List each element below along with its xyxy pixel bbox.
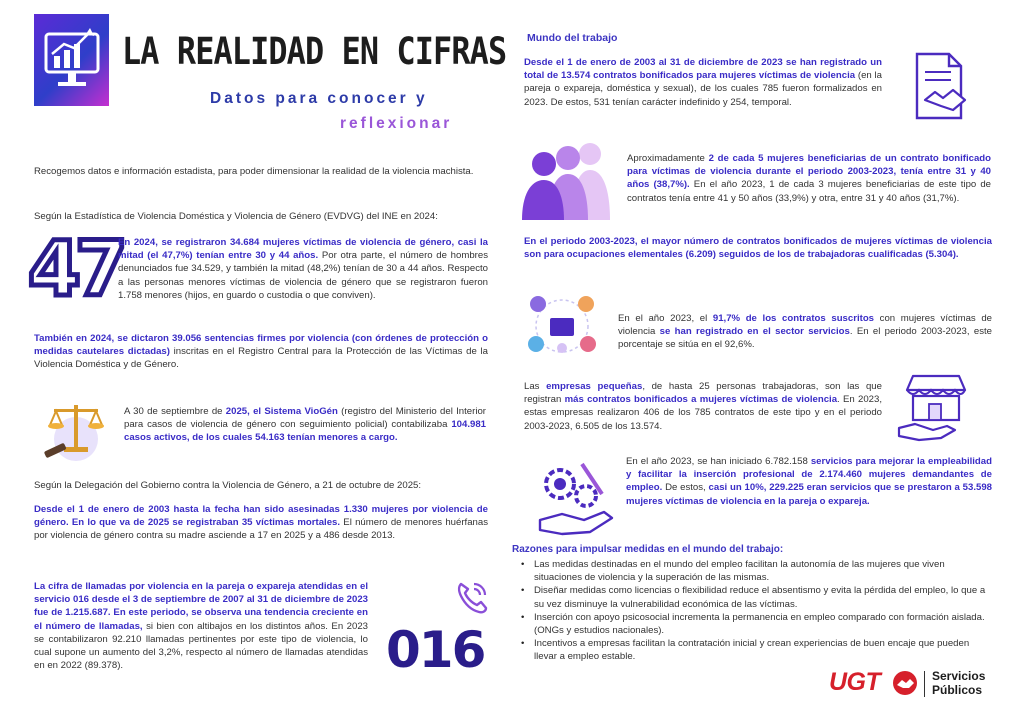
services-sector-mid: con mujeres víctimas de violencia [618, 313, 993, 338]
small-companies-rest: . En 2023, estas empresas realizaron 406 de los 785 contratos de este tipo y en el periodo 2003-2023, 6.505 de los 13.574. [524, 394, 882, 432]
list-item: • Inserción con apoyo psicosocial incrementa la permanencia en empleo comparado con formación aislada. (ONGs y estudios nacionales). [512, 611, 992, 637]
small-companies-pre: Las [524, 381, 547, 392]
phone-icon [455, 580, 489, 616]
block-small-companies [524, 380, 882, 433]
viogen-bold2: 104.981 casos activos, de los cuales 54.163 tenían menores a cargo. [124, 419, 486, 444]
services-sector-bold1: 91,7% de los contratos suscritos [712, 313, 875, 324]
block-bonus-contracts [524, 56, 882, 109]
brand-line1: Servicios [932, 669, 986, 683]
viogen-mid: (registro del Ministerio del Interior para casos de violencia de género con seguimiento policial) contabilizaba [124, 406, 486, 431]
chart-monitor-icon [34, 14, 109, 106]
block-calls-bold: La cifra de llamadas por violencia en la pareja o expareja atendidas en el servicio 016 desde el 3 de septiembre de 2007 al 31 de diciembre de 2023 fue de 1.215.687. En este periodo, se observa una tendencia creciente en el número de llamadas, [34, 581, 368, 632]
page-subtitle: Datos para conocer y [210, 90, 428, 107]
block-calls-016 [34, 580, 368, 672]
intro-text: Recogemos datos e información estadista, para poder dimensionar la realidad de la violencia machista. [34, 166, 474, 177]
contract-handshake-icon [905, 48, 975, 128]
shop-hand-icon [895, 368, 977, 444]
brand-divider [924, 671, 925, 697]
services-people-icon [522, 290, 602, 358]
services-sector-pre: En el año 2023, el [618, 313, 713, 324]
source-delegacion: Según la Delegación del Gobierno contra la Violencia de Género, a 21 de octubre de 2025: [34, 480, 422, 491]
list-item: • Incentivos a empresas facilitan la contratación inicial y crean experiencias de buen encaje que pueden llevar a empleo estable. [512, 637, 992, 663]
ugt-hands-icon [892, 670, 918, 696]
bonus-contracts-rest: (en la pareja o expareja, doméstica y sexual), de los cuales 785 fueron formalizados en 2023. De estos, 531 tenían carácter indefinido y 254, temporal. [524, 70, 882, 108]
age-ranges-pre: Aproximadamente [627, 153, 709, 164]
brand-servicios-publicos [932, 669, 985, 697]
employability-pre: En el año 2023, se han iniciado 6.782.158 [626, 456, 811, 467]
employability-bold2: casi un 10%, 229.225 eran servicios que se prestaron a 53.598 mujeres víctimas de violencia en la pareja o expareja. [626, 482, 992, 507]
block-victims-2024 [118, 236, 488, 302]
big-number-016: 016 [386, 621, 485, 679]
source-ine: Según la Estadística de Violencia Doméstica y Violencia de Género (EVDVG) del INE en 2024: [34, 211, 438, 222]
page-title: LA REALIDAD EN CIFRAS [122, 30, 507, 73]
viogen-pre: A 30 de septiembre de [124, 406, 226, 417]
services-sector-rest: . En el periodo 2003-2023, este porcentaje se sitúa en el 92,6%. [618, 326, 992, 351]
services-sector-bold2: se han registrado en el sector servicios [659, 326, 850, 338]
justice-scales-icon [40, 395, 112, 463]
age-ranges-bold: 2 de cada 5 mujeres beneficiarias de un contrato bonificado para víctimas de violencia durante el periodo 2003-2023, tenía entre 31 y 40 años (38,7%). [627, 153, 991, 191]
block-employability [626, 455, 992, 508]
employability-bold1: servicios para mejorar la empleabilidad y facilitar la inserción profesional de 2.174.460 mujeres demandantes de empleo. [626, 456, 992, 494]
block-age-ranges [627, 152, 991, 205]
ugt-logo-text: UGT [829, 668, 881, 696]
occupations-bold: En el periodo 2003-2023, el mayor número de contratos bonificados de mujeres víctimas de violencia son para ocupaciones elementales (6.209) seguidos de los de trabajadoras cualificadas (5.304). [524, 236, 992, 261]
gears-hand-icon [532, 456, 620, 538]
bonus-contracts-bold: Desde el 1 de enero de 2003 al 31 de diciembre de 2023 se han registrado un total de 13.574 contratos bonificados para mujeres víctimas de violencia [524, 57, 882, 82]
list-item: • Diseñar medidas como licencias o flexibilidad reduce el absentismo y evita la pérdida del empleo, lo que a su vez disminuye la vulnerabilidad económica de las víctimas. [512, 584, 992, 610]
page-subtitle-line2: reflexionar [340, 115, 453, 132]
block-calls-rest: si bien con altibajos en los distintos años. En 2023 se contabilizaron 92.210 llamadas pertinentes por este tipo de violencia, lo cual supone un aumento del 3,2%, respecto al número de llamadas atendidas en en 2022 (89.378). [34, 620, 368, 672]
section-title-work: Mundo del trabajo [527, 32, 618, 44]
small-companies-mid: , de hasta 25 personas trabajadoras, son las que registran [524, 381, 882, 406]
block-sentences [34, 332, 488, 372]
block-viogen [124, 405, 486, 445]
brand-line2: Públicos [932, 683, 983, 697]
reasons-title: Razones para impulsar medidas en el mundo del trabajo: [512, 544, 784, 555]
small-companies-bold1: empresas pequeñas [546, 381, 643, 392]
block-occupations [524, 235, 992, 261]
small-companies-bold2: más contratos bonificados a mujeres víctimas de violencia [564, 394, 838, 406]
employability-mid: De estos, [662, 482, 709, 494]
block-sentences-rest: inscritas en el Registro Central para la Protección de las Víctimas de la Violencia Doméstica y de Género. [34, 346, 488, 371]
women-silhouettes-icon [518, 140, 612, 220]
list-item: • Las medidas destinadas en el mundo del empleo facilitan la autonomía de las mujeres que viven situaciones de violencia y la superación de las mismas. [512, 558, 992, 584]
block-murders-bold: Desde el 1 de enero de 2003 hasta la fecha han sido asesinadas 1.330 mujeres por violencia de género. En lo que va de 2025 se registraban 35 víctimas mortales. [34, 504, 488, 529]
age-ranges-rest: En el año 2023, 1 de cada 3 mujeres beneficiarias de este tipo de contratos tenía entre 41 y 50 años (33,9%) y otra, entre 31 y 40 años (31,7%). [627, 179, 991, 204]
block-murders [34, 503, 488, 543]
reasons-list [512, 558, 992, 664]
block-victims-bold: En 2024, se registraron 34.684 mujeres víctimas de violencia de género, casi la mitad (el 47,7%) tenían entre 30 y 44 años. [118, 237, 488, 262]
block-services-sector [618, 312, 992, 352]
block-victims-rest: Por otra parte, el número de hombres denunciados fue 34.529, y también la mitad (48,2%) tenían de 30 a 44 años. Respecto a las personas menores víctimas de violencia de género que se registraron fueron 1.758 menores (hijos, en guardo o custodia o que conviven). [118, 250, 488, 301]
big-number-47: 47 [28, 224, 122, 313]
viogen-bold1: 2025, el Sistema VioGén [225, 406, 338, 417]
block-murders-rest: El número de menores huérfanas por violencia de género contra su madre asciende a 17 en 2025 y a 486 desde 2013. [34, 517, 488, 542]
block-sentences-bold: También en 2024, se dictaron 39.056 sentencias firmes por violencia (con órdenes de protección o medidas cautelares dictadas) [34, 333, 488, 358]
